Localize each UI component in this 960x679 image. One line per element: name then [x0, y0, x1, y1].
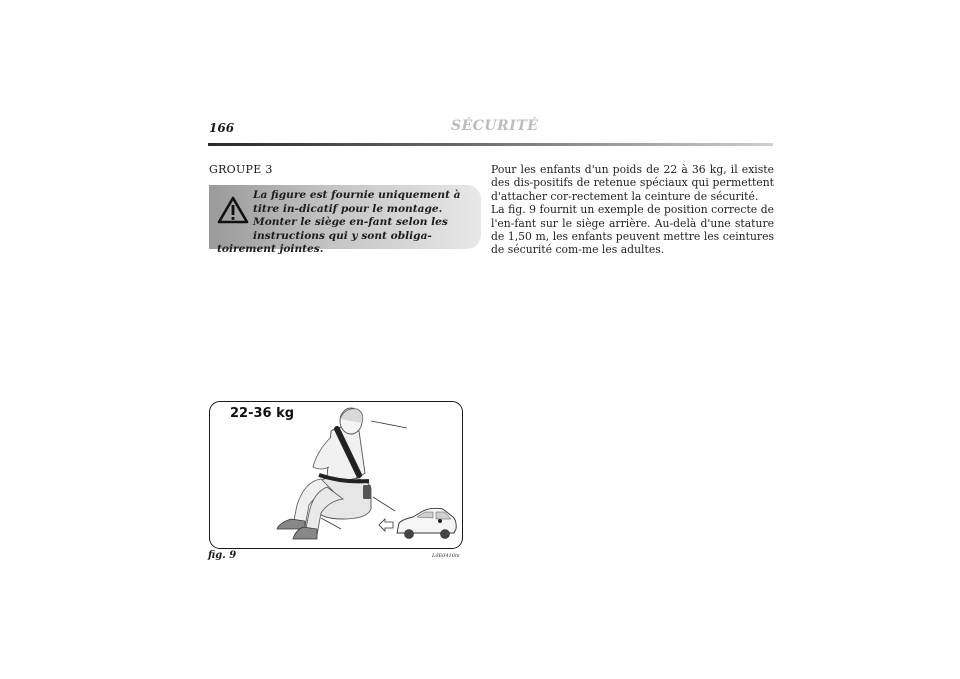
figure-code: L0E0410m	[432, 553, 460, 559]
body-text	[491, 163, 774, 257]
warning-text-content: La figure est fournie uniquement à titre in-dicatif pour le montage. Monter le siège en-fant selon les instructions qui y sont obliga-toirement jointes.	[217, 189, 461, 256]
body-paragraph: La fig. 9 fournit un exemple de position correcte de l'en-fant sur le siège arrière. Au-delà d'une stature de 1,50 m, les enfants peuvent mettre les ceintures de sécurité com-me les adultes.	[491, 203, 774, 257]
warning-text	[217, 189, 475, 257]
page-number: 166	[209, 121, 235, 135]
group-heading: GROUPE 3	[209, 163, 273, 176]
section-title: SÉCURITÉ	[451, 118, 539, 134]
child-seat-illustration	[209, 401, 462, 549]
figure-caption: fig. 9	[208, 550, 237, 561]
body-paragraph: Pour les enfants d'un poids de 22 à 36 kg, il existe des dis-positifs de retenue spéciaux qui permettent d'attacher cor-rectement la ceinture de sécurité.	[491, 163, 774, 203]
header-rule	[208, 143, 773, 146]
weight-label: 22-36 kg	[230, 406, 295, 421]
